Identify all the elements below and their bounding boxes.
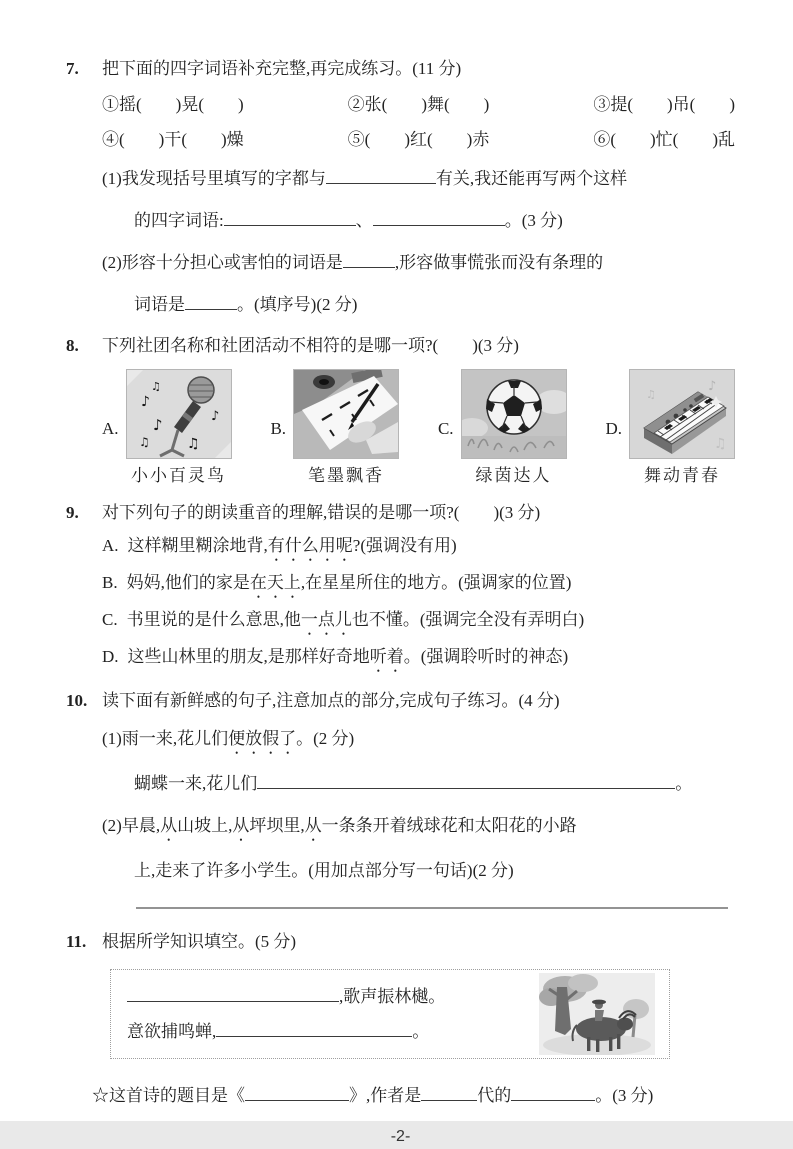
answer-blank <box>421 1083 477 1101</box>
q9-option-d-text: 这些山林里的朋友,是那样好奇地 <box>127 646 370 666</box>
question-9-number: 9. <box>66 503 79 523</box>
q10-sub1-post: 。(2 分) <box>296 729 355 749</box>
q9-option-a-note: ?(强调没有用) <box>352 535 457 555</box>
q10-sub1-answer-pre: 蝴蝶一来,花儿们 <box>134 774 258 794</box>
club-options-row <box>102 369 735 489</box>
buffalo-painting <box>539 973 655 1055</box>
option-c-caption: 绿茵达人 <box>475 465 552 485</box>
q10-sub1-answer <box>102 767 735 800</box>
question-7-number: 7. <box>66 59 79 78</box>
answer-blank <box>511 1083 595 1101</box>
idiom-fill-row-1 <box>102 92 735 118</box>
q9-option-d-note: 。(强调聆听时的神态) <box>403 646 569 666</box>
question-10-number: 10. <box>66 690 88 710</box>
q9-option-a-text: 这样糊里糊涂地背, <box>127 535 268 555</box>
answer-blank <box>326 165 436 183</box>
option-b <box>270 369 399 489</box>
question-7 <box>66 56 735 321</box>
q9-option-c-note: 也不懂。(强调完全没有弄明白) <box>351 609 585 629</box>
q10-sub1-pre: (1)雨一来,花儿们 <box>102 729 229 749</box>
q10-sub1 <box>102 722 735 758</box>
svg-text:♫: ♫ <box>713 435 727 452</box>
q10-sub2-s2: 山坡上, <box>177 816 233 836</box>
option-c-letter: C. <box>437 418 454 438</box>
q9-option-b-note: ,在星星所住的地方。(强调家的位置) <box>300 572 572 592</box>
option-b-caption: 笔墨飘香 <box>308 465 385 485</box>
question-10 <box>66 688 735 888</box>
svg-text:♫: ♫ <box>138 434 150 449</box>
q9-option-c-emphasis: 一点儿 <box>300 609 352 629</box>
question-8 <box>66 333 735 488</box>
q10-sub2-s1: (2)早晨, <box>102 816 161 836</box>
idiom-item-4: ④( )干( )燥 <box>102 130 244 149</box>
answer-blank <box>127 984 339 1002</box>
option-a-caption: 小小百灵鸟 <box>131 465 227 485</box>
svg-text:♫: ♫ <box>645 387 656 401</box>
poem-line-1-text: ,歌声振林樾。 <box>339 986 446 1006</box>
q7-sub1-line2-pre: 的四字词语: <box>134 210 224 230</box>
answer-rule-line <box>136 907 728 909</box>
answer-blank <box>343 249 395 267</box>
q10-sub2-line2: 上,走来了许多小学生。(用加点部分写一句话)(2 分) <box>134 861 514 881</box>
q9-option-a <box>102 528 735 565</box>
q10-sub2-s4: 一条条开着绒球花和太阳花的小路 <box>321 816 577 836</box>
svg-text:♪: ♪ <box>210 408 219 424</box>
q9-option-d-emphasis: 听着 <box>369 646 404 666</box>
option-c <box>438 369 567 489</box>
page-number: -2- <box>390 1127 411 1145</box>
q7-sub1-mid: 有关,我还能再写两个这样 <box>435 168 628 188</box>
q9-option-c-text: 书里说的是什么意思,他 <box>126 609 301 629</box>
q7-sub2-line2-end: 。(填序号)(2 分) <box>237 294 358 314</box>
option-d-caption: 舞动青春 <box>643 465 720 485</box>
q10-sub2-e2: 从 <box>232 816 250 836</box>
q11-star-pre: ☆这首诗的题目是《 <box>92 1085 245 1105</box>
question-10-title: 读下面有新鲜感的句子,注意加点的部分,完成句子练习。(4 分) <box>102 690 560 710</box>
q7-sub2-line1 <box>102 246 735 279</box>
option-b-letter: B. <box>270 418 287 438</box>
svg-text:♫: ♫ <box>150 379 161 393</box>
answer-blank <box>257 771 675 789</box>
option-d-letter: D. <box>605 418 622 438</box>
q7-sub1-separator: 、 <box>355 210 373 230</box>
q9-option-b-letter: B. <box>102 572 118 592</box>
q10-sub1-answer-end: 。 <box>675 774 693 794</box>
q9-option-b <box>102 565 735 602</box>
question-9-title: 对下列句子的朗读重音的理解,错误的是哪一项?( )(3 分) <box>102 503 541 523</box>
option-a-letter: A. <box>102 418 119 438</box>
q7-sub1-line2-end: 。(3 分) <box>504 210 563 230</box>
q9-option-a-letter: A. <box>102 535 119 555</box>
q7-sub1-line1 <box>102 162 735 195</box>
q10-sub2-e3: 从 <box>304 816 322 836</box>
q7-sub2-mid: ,形容做事慌张而没有条理的 <box>394 252 604 272</box>
q10-sub1-emphasis: 便放假了 <box>228 729 297 749</box>
option-d <box>605 369 735 489</box>
q7-sub1-line2 <box>102 204 735 237</box>
idiom-fill-row-2 <box>102 127 735 153</box>
option-a <box>102 369 232 489</box>
question-11 <box>66 929 735 957</box>
question-11-number: 11. <box>66 932 87 952</box>
q10-sub2-s3: 坪坝里, <box>249 816 305 836</box>
idiom-item-2: ②张( )舞( ) <box>347 94 490 114</box>
q11-star-mid2: 代的 <box>477 1085 512 1105</box>
q9-option-a-emphasis: 有什么用呢 <box>267 535 353 555</box>
answer-blank <box>224 207 356 225</box>
poem-line-2-end: 。 <box>412 1021 430 1041</box>
idiom-item-5: ⑤( )红( )赤 <box>347 130 490 149</box>
q10-sub2-e1: 从 <box>160 816 178 836</box>
svg-text:♫: ♫ <box>186 435 200 452</box>
q9-option-d <box>102 639 735 676</box>
poem-box <box>110 969 670 1059</box>
svg-text:♪: ♪ <box>140 393 150 410</box>
question-9 <box>66 500 735 676</box>
idiom-item-3: ③提( )吊( ) <box>593 94 735 114</box>
q11-star-end: 。(3 分) <box>595 1085 654 1105</box>
idiom-item-1: ①摇( )晃( ) <box>102 94 244 114</box>
answer-blank <box>373 207 505 225</box>
question-11-title: 根据所学知识填空。(5 分) <box>102 932 297 952</box>
q9-option-c <box>102 602 735 639</box>
q7-sub1-pre: (1)我发现括号里填写的字都与 <box>102 168 326 188</box>
q11-star-mid1: 》,作者是 <box>349 1085 422 1105</box>
q7-sub2-pre: (2)形容十分担心或害怕的词语是 <box>102 252 343 272</box>
question-7-title: 把下面的四字词语补充完整,再完成练习。(11 分) <box>102 59 462 78</box>
q11-star-line <box>92 1079 735 1113</box>
q9-option-d-letter: D. <box>102 646 119 666</box>
answer-blank <box>185 292 237 310</box>
q9-option-c-letter: C. <box>102 609 118 629</box>
question-8-title: 下列社团名称和社团活动不相符的是哪一项?( )(3 分) <box>102 336 519 356</box>
svg-text:♪: ♪ <box>152 415 163 434</box>
poem-line-2-text: 意欲捕鸣蝉, <box>127 1021 217 1041</box>
soccer-ball-icon <box>461 369 567 459</box>
q7-sub2-line2 <box>102 288 735 321</box>
q9-option-b-text: 妈妈,他们的家是 <box>126 572 250 592</box>
answer-blank <box>245 1083 349 1101</box>
microphone-icon <box>126 369 232 459</box>
q9-option-b-emphasis: 在天上 <box>249 572 301 592</box>
answer-blank <box>216 1018 412 1036</box>
q7-sub2-line2-pre: 词语是 <box>134 294 185 314</box>
calligraphy-icon <box>293 369 399 459</box>
idiom-item-6: ⑥( )忙( )乱 <box>593 130 735 149</box>
question-8-number: 8. <box>66 336 79 356</box>
svg-text:♪: ♪ <box>707 378 717 394</box>
q10-sub2-line1 <box>102 809 735 845</box>
keyboard-icon <box>629 369 735 459</box>
